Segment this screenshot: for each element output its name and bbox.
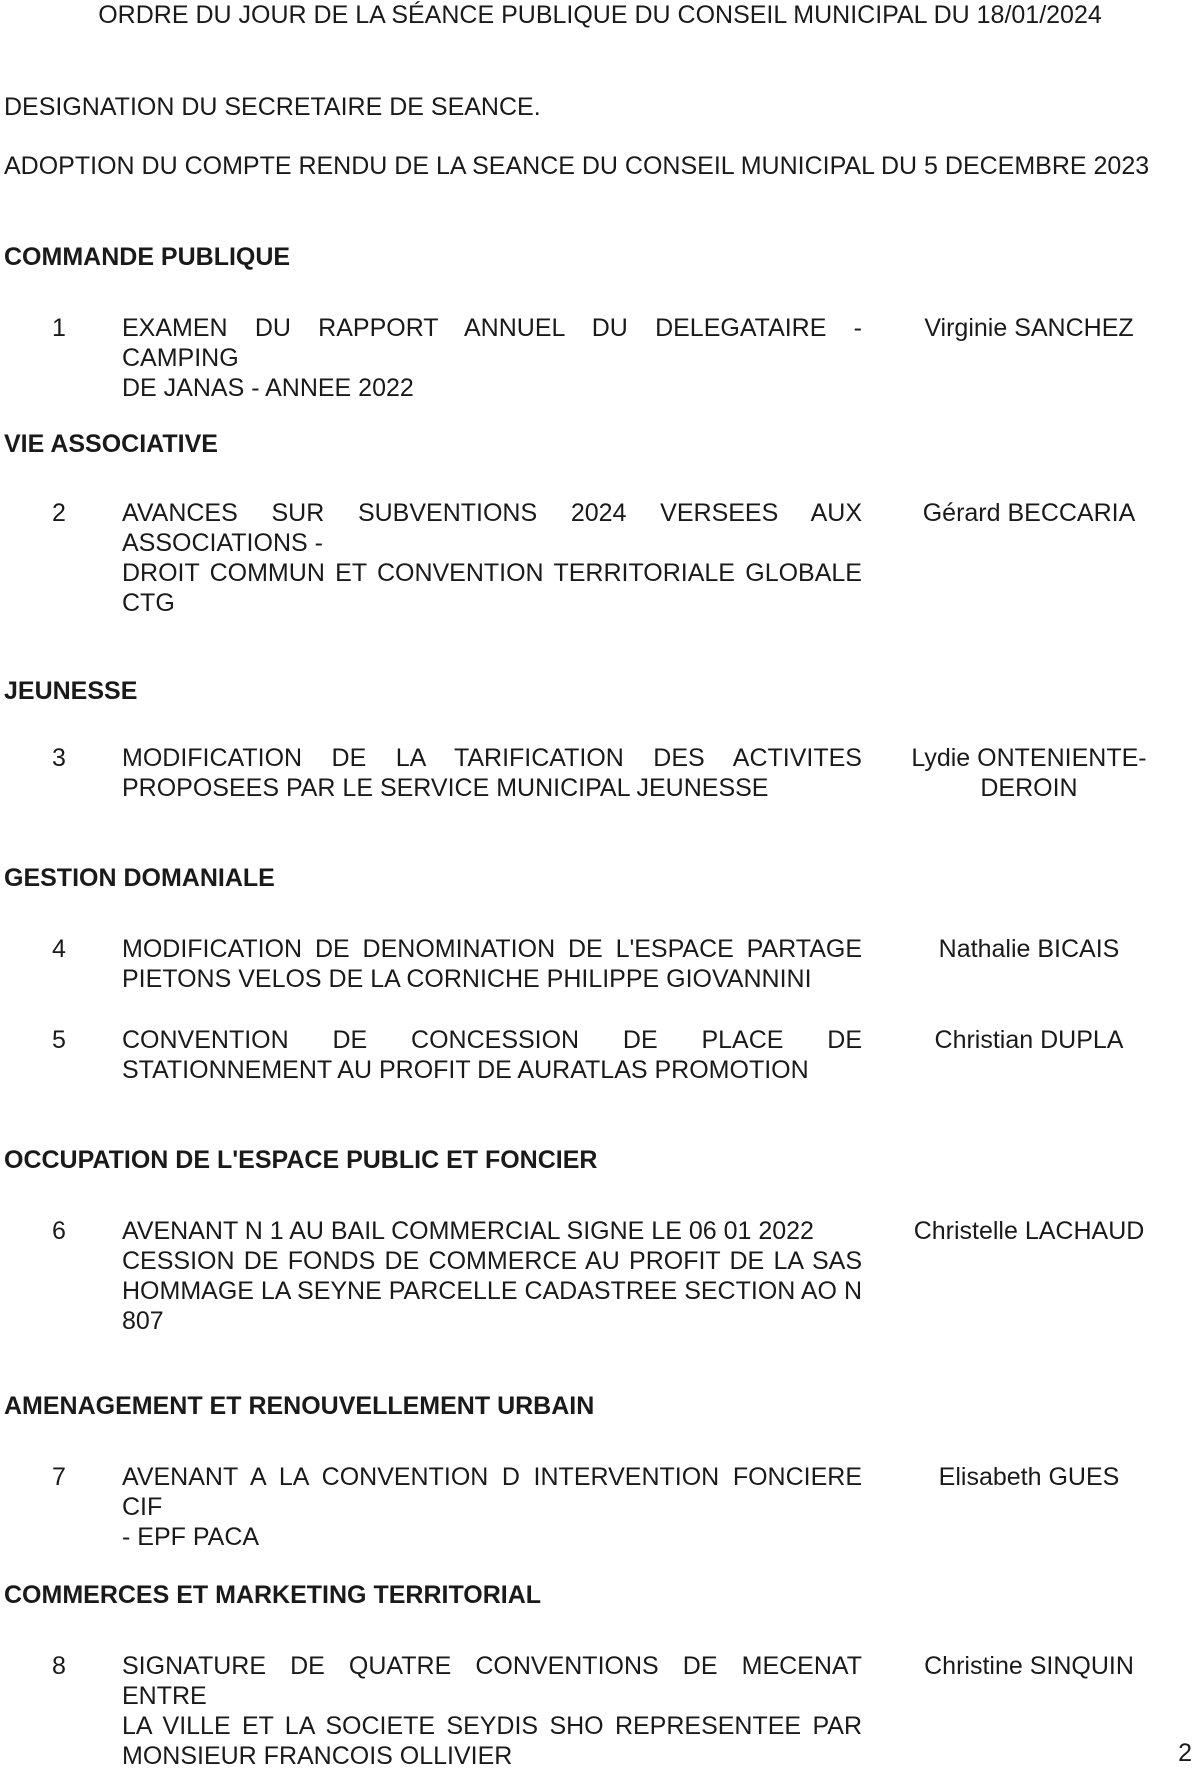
item-rapporteur — [905, 1462, 1153, 1492]
item-title-line: AVENANT A LA CONVENTION D INTERVENTION FONCIERE CIF — [122, 1463, 862, 1521]
item-title-line: EXAMEN DU RAPPORT ANNUEL DU DELEGATAIRE - CAMPING — [122, 314, 862, 372]
section-heading-gestion-domaniale: GESTION DOMANIALE — [4, 864, 275, 892]
item-title-line: ASSOCIATIONS - — [122, 529, 323, 557]
item-number: 2 — [52, 499, 66, 527]
section-heading-jeunesse: JEUNESSE — [4, 677, 138, 705]
item-title-line: PROPOSEES PAR LE SERVICE MUNICIPAL JEUNESSE — [122, 774, 769, 802]
preliminary-line-designation: DESIGNATION DU SECRETAIRE DE SEANCE. — [4, 93, 541, 121]
item-title-line: MONSIEUR FRANCOIS OLLIVIER — [122, 1742, 513, 1770]
item-title-line: DROIT COMMUN ET CONVENTION TERRITORIALE GLOBALE — [122, 559, 862, 587]
item-title-line: STATIONNEMENT AU PROFIT DE AURATLAS PROMOTION — [122, 1056, 809, 1084]
item-title — [122, 1025, 862, 1085]
item-number: 5 — [52, 1026, 66, 1054]
section-heading-occupation-espace-public: OCCUPATION DE L'ESPACE PUBLIC ET FONCIER — [4, 1146, 598, 1174]
item-title — [122, 498, 862, 618]
item-number: 4 — [52, 935, 66, 963]
item-rapporteur — [905, 743, 1153, 803]
preliminary-line-adoption: ADOPTION DU COMPTE RENDU DE LA SEANCE DU CONSEIL MUNICIPAL DU 5 DECEMBRE 2023 — [4, 152, 1150, 180]
page-title: ORDRE DU JOUR DE LA SÉANCE PUBLIQUE DU CONSEIL MUNICIPAL DU 18/01/2024 — [98, 1, 1102, 29]
section-heading-commande-publique: COMMANDE PUBLIQUE — [4, 243, 291, 271]
item-rapporteur — [905, 934, 1153, 964]
item-number: 3 — [52, 744, 66, 772]
rapporteur-name-line: Christelle LACHAUD — [913, 1217, 1145, 1245]
item-title-line: AVANCES SUR SUBVENTIONS 2024 VERSEES AUX — [122, 499, 862, 527]
item-number: 1 — [52, 314, 66, 342]
rapporteur-name-line: Christian DUPLA — [934, 1026, 1124, 1054]
item-title — [122, 1216, 862, 1336]
item-title — [122, 1462, 862, 1552]
rapporteur-name-line: Elisabeth GUES — [938, 1463, 1120, 1491]
item-title-line: LA VILLE ET LA SOCIETE SEYDIS SHO REPRESENTEE PAR — [122, 1712, 862, 1740]
item-title — [122, 743, 862, 803]
item-title-line: HOMMAGE LA SEYNE PARCELLE CADASTREE SECTION AO N — [122, 1277, 863, 1305]
item-rapporteur — [905, 313, 1153, 343]
item-title-line: MODIFICATION DE DENOMINATION DE L'ESPACE PARTAGE — [122, 935, 862, 963]
item-title — [122, 1651, 862, 1771]
item-title — [122, 934, 862, 994]
rapporteur-name-line: Gérard BECCARIA — [922, 499, 1136, 527]
item-title-line: PIETONS VELOS DE LA CORNICHE PHILIPPE GIOVANNINI — [122, 965, 812, 993]
item-number: 7 — [52, 1463, 66, 1491]
section-heading-amenagement-urbain: AMENAGEMENT ET RENOUVELLEMENT URBAIN — [4, 1392, 595, 1420]
section-heading-commerces-marketing: COMMERCES ET MARKETING TERRITORIAL — [4, 1581, 542, 1609]
item-rapporteur — [905, 1216, 1153, 1246]
item-title-line: DE JANAS - ANNEE 2022 — [122, 374, 414, 402]
rapporteur-name-line: Virginie SANCHEZ — [924, 314, 1134, 342]
section-heading-vie-associative: VIE ASSOCIATIVE — [4, 430, 218, 458]
rapporteur-name-line: Lydie ONTENIENTE- — [911, 744, 1147, 772]
item-title-line: CESSION DE FONDS DE COMMERCE AU PROFIT DE LA SAS — [122, 1247, 862, 1275]
item-title-line: CTG — [122, 589, 175, 617]
item-rapporteur — [905, 1025, 1153, 1055]
item-title-line: 807 — [122, 1307, 164, 1335]
item-title-line: SIGNATURE DE QUATRE CONVENTIONS DE MECENAT ENTRE — [122, 1652, 862, 1710]
page-number: 2 — [1178, 1739, 1192, 1767]
item-rapporteur — [905, 498, 1153, 528]
item-title — [122, 313, 862, 403]
item-rapporteur — [905, 1651, 1153, 1681]
item-title-line: CONVENTION DE CONCESSION DE PLACE DE — [122, 1026, 862, 1054]
item-title-line: MODIFICATION DE LA TARIFICATION DES ACTIVITES — [122, 744, 862, 772]
rapporteur-name-line: DEROIN — [980, 774, 1078, 802]
item-number: 6 — [52, 1217, 66, 1245]
item-number: 8 — [52, 1652, 66, 1680]
rapporteur-name-line: Christine SINQUIN — [924, 1652, 1134, 1680]
rapporteur-name-line: Nathalie BICAIS — [938, 935, 1120, 963]
item-title-line: AVENANT N 1 AU BAIL COMMERCIAL SIGNE LE 06 01 2022 — [122, 1217, 814, 1245]
item-title-line: - EPF PACA — [122, 1523, 260, 1551]
